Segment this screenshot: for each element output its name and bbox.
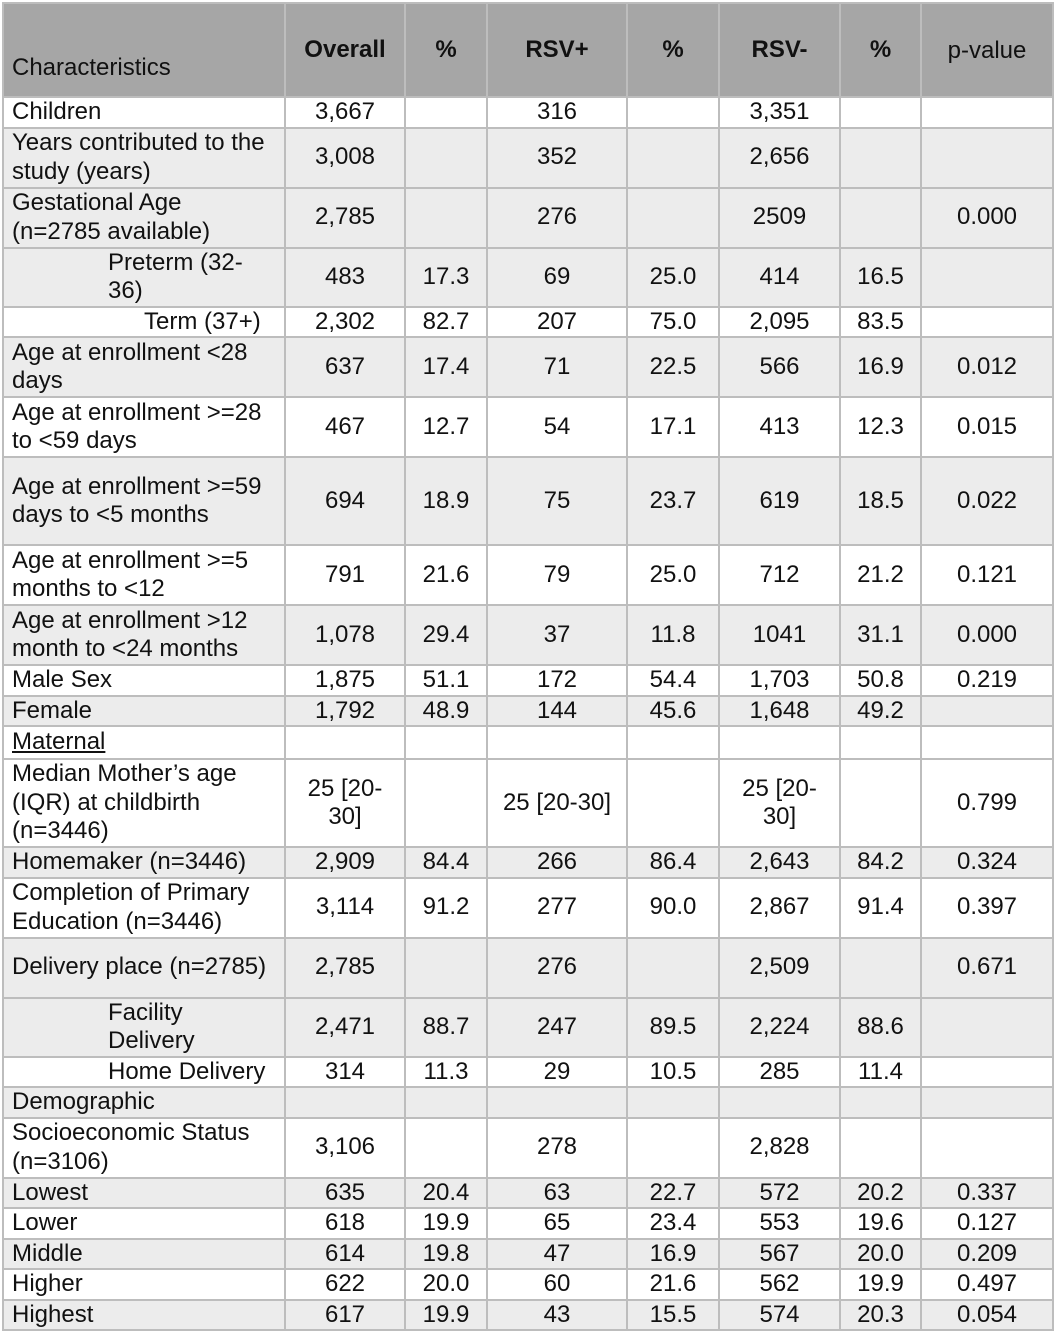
row-label: Highest <box>3 1300 285 1331</box>
cell-overall: 617 <box>285 1300 405 1331</box>
cell-rsv-pos-pct: 90.0 <box>627 878 719 938</box>
cell-rsv-neg: 2,224 <box>719 998 840 1057</box>
row-label: Age at enrollment >=59 days to <5 months <box>3 457 285 545</box>
table-row <box>3 1118 1053 1178</box>
cell-rsv-neg: 2,095 <box>719 307 840 338</box>
cell-rsv-pos-pct: 23.7 <box>627 457 719 545</box>
cell-p: 0.000 <box>921 188 1053 248</box>
header-rsv-negative: RSV- <box>719 3 840 97</box>
cell-rsv-neg-pct: 20.3 <box>840 1300 921 1331</box>
cell-rsv-pos-pct: 10.5 <box>627 1057 719 1088</box>
cell-rsv-neg-pct: 83.5 <box>840 307 921 338</box>
cell-rsv-pos: 43 <box>487 1300 627 1331</box>
header-characteristics: Characteristics <box>3 3 285 97</box>
cell-p <box>921 696 1053 727</box>
cell-overall-pct: 84.4 <box>405 847 487 878</box>
row-label: Socioeconomic Status (n=3106) <box>3 1118 285 1178</box>
row-label: Maternal <box>3 726 285 759</box>
cell-rsv-neg: 1,703 <box>719 665 840 696</box>
table-row <box>3 759 1053 847</box>
cell-rsv-neg-pct: 18.5 <box>840 457 921 545</box>
table-row <box>3 1269 1053 1300</box>
cell-overall-pct: 18.9 <box>405 457 487 545</box>
table-row <box>3 665 1053 696</box>
cell-rsv-pos: 172 <box>487 665 627 696</box>
cell-p: 0.219 <box>921 665 1053 696</box>
cell-rsv-pos: 277 <box>487 878 627 938</box>
cell-rsv-pos: 266 <box>487 847 627 878</box>
header-rsv-positive-pct: % <box>627 3 719 97</box>
cell-overall-pct: 29.4 <box>405 605 487 665</box>
cell-rsv-neg: 553 <box>719 1208 840 1239</box>
cell-rsv-pos-pct: 17.1 <box>627 397 719 457</box>
cell-rsv-neg-pct <box>840 726 921 759</box>
cell-rsv-pos: 278 <box>487 1118 627 1178</box>
cell-overall-pct <box>405 97 487 128</box>
cell-rsv-pos: 276 <box>487 938 627 998</box>
row-label: Delivery place (n=2785) <box>3 938 285 998</box>
cell-rsv-pos-pct <box>627 1118 719 1178</box>
cell-overall: 1,078 <box>285 605 405 665</box>
cell-rsv-neg <box>719 726 840 759</box>
table-row <box>3 1087 1053 1118</box>
cell-overall-pct: 19.8 <box>405 1239 487 1270</box>
cell-rsv-pos: 276 <box>487 188 627 248</box>
cell-rsv-neg-pct <box>840 188 921 248</box>
cell-rsv-pos: 144 <box>487 696 627 727</box>
cell-rsv-pos-pct: 11.8 <box>627 605 719 665</box>
table-row <box>3 128 1053 188</box>
cell-rsv-neg: 285 <box>719 1057 840 1088</box>
cell-rsv-neg-pct <box>840 128 921 188</box>
cell-rsv-pos-pct: 89.5 <box>627 998 719 1057</box>
table-row <box>3 605 1053 665</box>
cell-rsv-neg-pct: 20.2 <box>840 1178 921 1209</box>
cell-overall: 637 <box>285 337 405 397</box>
cell-rsv-neg: 2509 <box>719 188 840 248</box>
cell-rsv-pos: 247 <box>487 998 627 1057</box>
cell-rsv-neg-pct: 19.9 <box>840 1269 921 1300</box>
row-label: Higher <box>3 1269 285 1300</box>
cell-p: 0.671 <box>921 938 1053 998</box>
cell-rsv-pos: 316 <box>487 97 627 128</box>
cell-rsv-neg-pct: 16.5 <box>840 248 921 307</box>
row-label: Age at enrollment <28 days <box>3 337 285 397</box>
row-label: Homemaker (n=3446) <box>3 847 285 878</box>
row-label: Term (37+) <box>3 307 285 338</box>
cell-overall: 622 <box>285 1269 405 1300</box>
cell-rsv-neg: 619 <box>719 457 840 545</box>
cell-rsv-neg: 2,643 <box>719 847 840 878</box>
cell-overall: 2,471 <box>285 998 405 1057</box>
cell-overall-pct: 20.4 <box>405 1178 487 1209</box>
cell-p <box>921 128 1053 188</box>
cell-p <box>921 97 1053 128</box>
cell-rsv-neg: 25 [20-30] <box>719 759 840 847</box>
cell-p: 0.022 <box>921 457 1053 545</box>
cell-rsv-neg-pct <box>840 1118 921 1178</box>
cell-rsv-pos: 60 <box>487 1269 627 1300</box>
cell-rsv-pos-pct <box>627 97 719 128</box>
row-label: Lowest <box>3 1178 285 1209</box>
cell-p: 0.324 <box>921 847 1053 878</box>
cell-p <box>921 1057 1053 1088</box>
cell-rsv-neg-pct: 49.2 <box>840 696 921 727</box>
cell-rsv-pos-pct: 86.4 <box>627 847 719 878</box>
table-row <box>3 726 1053 759</box>
cell-overall-pct: 91.2 <box>405 878 487 938</box>
cell-overall-pct: 11.3 <box>405 1057 487 1088</box>
cell-p <box>921 307 1053 338</box>
cell-overall: 2,785 <box>285 938 405 998</box>
cell-rsv-neg-pct: 21.2 <box>840 545 921 605</box>
table-row <box>3 457 1053 545</box>
cell-rsv-pos-pct: 23.4 <box>627 1208 719 1239</box>
header-overall-pct: % <box>405 3 487 97</box>
cell-p: 0.497 <box>921 1269 1053 1300</box>
header-overall: Overall <box>285 3 405 97</box>
cell-overall-pct <box>405 759 487 847</box>
cell-p <box>921 1087 1053 1118</box>
characteristics-table <box>2 2 1054 1331</box>
row-label: Facility Delivery <box>3 998 285 1057</box>
header-rsv-positive: RSV+ <box>487 3 627 97</box>
cell-rsv-pos-pct: 15.5 <box>627 1300 719 1331</box>
cell-overall-pct: 48.9 <box>405 696 487 727</box>
table-row <box>3 397 1053 457</box>
cell-rsv-pos-pct: 75.0 <box>627 307 719 338</box>
cell-rsv-pos-pct: 22.5 <box>627 337 719 397</box>
cell-rsv-neg: 413 <box>719 397 840 457</box>
cell-rsv-pos: 352 <box>487 128 627 188</box>
cell-overall-pct <box>405 938 487 998</box>
row-label: Preterm (32-36) <box>3 248 285 307</box>
table-row <box>3 188 1053 248</box>
row-label: Female <box>3 696 285 727</box>
cell-overall-pct: 19.9 <box>405 1208 487 1239</box>
cell-rsv-neg-pct: 12.3 <box>840 397 921 457</box>
cell-rsv-pos: 37 <box>487 605 627 665</box>
table-row <box>3 1300 1053 1331</box>
row-label: Years contributed to the study (years) <box>3 128 285 188</box>
cell-rsv-pos-pct <box>627 726 719 759</box>
cell-rsv-neg-pct: 20.0 <box>840 1239 921 1270</box>
cell-overall: 3,008 <box>285 128 405 188</box>
cell-overall-pct: 12.7 <box>405 397 487 457</box>
table-row <box>3 545 1053 605</box>
cell-rsv-neg: 2,867 <box>719 878 840 938</box>
cell-rsv-neg: 2,509 <box>719 938 840 998</box>
cell-p: 0.209 <box>921 1239 1053 1270</box>
row-label: Median Mother’s age (IQR) at childbirth (n=3446) <box>3 759 285 847</box>
cell-rsv-pos-pct: 22.7 <box>627 1178 719 1209</box>
cell-p: 0.127 <box>921 1208 1053 1239</box>
cell-rsv-neg <box>719 1087 840 1118</box>
cell-rsv-neg: 574 <box>719 1300 840 1331</box>
cell-rsv-pos <box>487 1087 627 1118</box>
cell-rsv-pos: 47 <box>487 1239 627 1270</box>
cell-overall: 1,875 <box>285 665 405 696</box>
table-row <box>3 1178 1053 1209</box>
row-label: Gestational Age (n=2785 available) <box>3 188 285 248</box>
cell-rsv-pos-pct <box>627 759 719 847</box>
cell-p <box>921 1118 1053 1178</box>
cell-overall: 3,106 <box>285 1118 405 1178</box>
cell-rsv-neg-pct: 31.1 <box>840 605 921 665</box>
cell-rsv-pos <box>487 726 627 759</box>
cell-overall: 1,792 <box>285 696 405 727</box>
table-row <box>3 878 1053 938</box>
table-body <box>3 97 1053 1330</box>
cell-overall <box>285 726 405 759</box>
cell-p: 0.337 <box>921 1178 1053 1209</box>
header-p-value: p-value <box>921 3 1053 97</box>
cell-p <box>921 998 1053 1057</box>
cell-rsv-neg: 2,656 <box>719 128 840 188</box>
cell-overall-pct: 20.0 <box>405 1269 487 1300</box>
cell-rsv-pos: 79 <box>487 545 627 605</box>
cell-overall-pct <box>405 188 487 248</box>
cell-overall: 618 <box>285 1208 405 1239</box>
cell-p: 0.799 <box>921 759 1053 847</box>
cell-p: 0.000 <box>921 605 1053 665</box>
cell-p <box>921 248 1053 307</box>
row-label: Lower <box>3 1208 285 1239</box>
cell-overall-pct: 17.4 <box>405 337 487 397</box>
cell-rsv-pos: 69 <box>487 248 627 307</box>
cell-rsv-neg-pct: 50.8 <box>840 665 921 696</box>
cell-p <box>921 726 1053 759</box>
cell-rsv-pos: 207 <box>487 307 627 338</box>
cell-rsv-pos-pct: 45.6 <box>627 696 719 727</box>
cell-rsv-neg: 1,648 <box>719 696 840 727</box>
cell-rsv-pos: 65 <box>487 1208 627 1239</box>
cell-rsv-neg: 2,828 <box>719 1118 840 1178</box>
cell-rsv-neg: 712 <box>719 545 840 605</box>
cell-rsv-pos-pct <box>627 188 719 248</box>
cell-overall: 483 <box>285 248 405 307</box>
row-label: Demographic <box>3 1087 285 1118</box>
cell-rsv-neg-pct <box>840 759 921 847</box>
cell-rsv-neg: 562 <box>719 1269 840 1300</box>
cell-rsv-pos: 29 <box>487 1057 627 1088</box>
cell-rsv-pos-pct: 16.9 <box>627 1239 719 1270</box>
row-label: Male Sex <box>3 665 285 696</box>
cell-overall-pct: 88.7 <box>405 998 487 1057</box>
cell-overall-pct <box>405 1087 487 1118</box>
header-rsv-negative-pct: % <box>840 3 921 97</box>
cell-overall-pct <box>405 1118 487 1178</box>
table-row <box>3 337 1053 397</box>
cell-overall: 791 <box>285 545 405 605</box>
cell-rsv-pos-pct <box>627 938 719 998</box>
cell-rsv-neg-pct: 91.4 <box>840 878 921 938</box>
cell-rsv-pos-pct: 25.0 <box>627 545 719 605</box>
row-label: Home Delivery <box>3 1057 285 1088</box>
row-label: Age at enrollment >=28 to <59 days <box>3 397 285 457</box>
cell-rsv-neg: 566 <box>719 337 840 397</box>
table-row <box>3 847 1053 878</box>
table-row <box>3 1057 1053 1088</box>
table-row <box>3 938 1053 998</box>
cell-overall: 614 <box>285 1239 405 1270</box>
cell-p: 0.121 <box>921 545 1053 605</box>
cell-rsv-neg-pct: 16.9 <box>840 337 921 397</box>
row-label: Children <box>3 97 285 128</box>
cell-rsv-pos-pct <box>627 128 719 188</box>
cell-rsv-neg: 567 <box>719 1239 840 1270</box>
table-row <box>3 696 1053 727</box>
row-label: Middle <box>3 1239 285 1270</box>
cell-rsv-neg-pct <box>840 97 921 128</box>
cell-rsv-pos-pct: 25.0 <box>627 248 719 307</box>
row-label: Completion of Primary Education (n=3446) <box>3 878 285 938</box>
cell-overall-pct <box>405 726 487 759</box>
cell-rsv-pos: 71 <box>487 337 627 397</box>
cell-rsv-neg-pct: 11.4 <box>840 1057 921 1088</box>
cell-overall-pct: 17.3 <box>405 248 487 307</box>
cell-overall-pct: 19.9 <box>405 1300 487 1331</box>
cell-rsv-neg: 572 <box>719 1178 840 1209</box>
cell-overall: 694 <box>285 457 405 545</box>
cell-overall-pct: 21.6 <box>405 545 487 605</box>
cell-p: 0.012 <box>921 337 1053 397</box>
cell-p: 0.397 <box>921 878 1053 938</box>
cell-overall <box>285 1087 405 1118</box>
cell-rsv-pos: 25 [20-30] <box>487 759 627 847</box>
cell-rsv-pos: 63 <box>487 1178 627 1209</box>
cell-rsv-pos: 54 <box>487 397 627 457</box>
cell-p: 0.054 <box>921 1300 1053 1331</box>
cell-overall: 635 <box>285 1178 405 1209</box>
cell-rsv-neg-pct: 84.2 <box>840 847 921 878</box>
table-row <box>3 248 1053 307</box>
cell-overall: 2,909 <box>285 847 405 878</box>
table-row <box>3 307 1053 338</box>
table-row <box>3 97 1053 128</box>
table-row <box>3 998 1053 1057</box>
cell-rsv-neg-pct <box>840 1087 921 1118</box>
cell-rsv-pos: 75 <box>487 457 627 545</box>
cell-rsv-neg-pct <box>840 938 921 998</box>
cell-overall-pct: 51.1 <box>405 665 487 696</box>
cell-p: 0.015 <box>921 397 1053 457</box>
cell-overall: 2,302 <box>285 307 405 338</box>
cell-overall: 314 <box>285 1057 405 1088</box>
cell-rsv-neg-pct: 19.6 <box>840 1208 921 1239</box>
row-label: Age at enrollment >=5 months to <12 <box>3 545 285 605</box>
table-row <box>3 1208 1053 1239</box>
cell-overall-pct: 82.7 <box>405 307 487 338</box>
cell-rsv-pos-pct <box>627 1087 719 1118</box>
cell-overall: 467 <box>285 397 405 457</box>
table-row <box>3 1239 1053 1270</box>
cell-rsv-neg-pct: 88.6 <box>840 998 921 1057</box>
cell-overall: 2,785 <box>285 188 405 248</box>
cell-rsv-pos-pct: 21.6 <box>627 1269 719 1300</box>
cell-rsv-neg: 3,351 <box>719 97 840 128</box>
cell-overall: 3,114 <box>285 878 405 938</box>
row-label: Age at enrollment >12 month to <24 months <box>3 605 285 665</box>
cell-overall: 25 [20-30] <box>285 759 405 847</box>
cell-rsv-neg: 414 <box>719 248 840 307</box>
cell-rsv-neg: 1041 <box>719 605 840 665</box>
cell-overall: 3,667 <box>285 97 405 128</box>
header-row <box>3 3 1053 97</box>
cell-rsv-pos-pct: 54.4 <box>627 665 719 696</box>
cell-overall-pct <box>405 128 487 188</box>
